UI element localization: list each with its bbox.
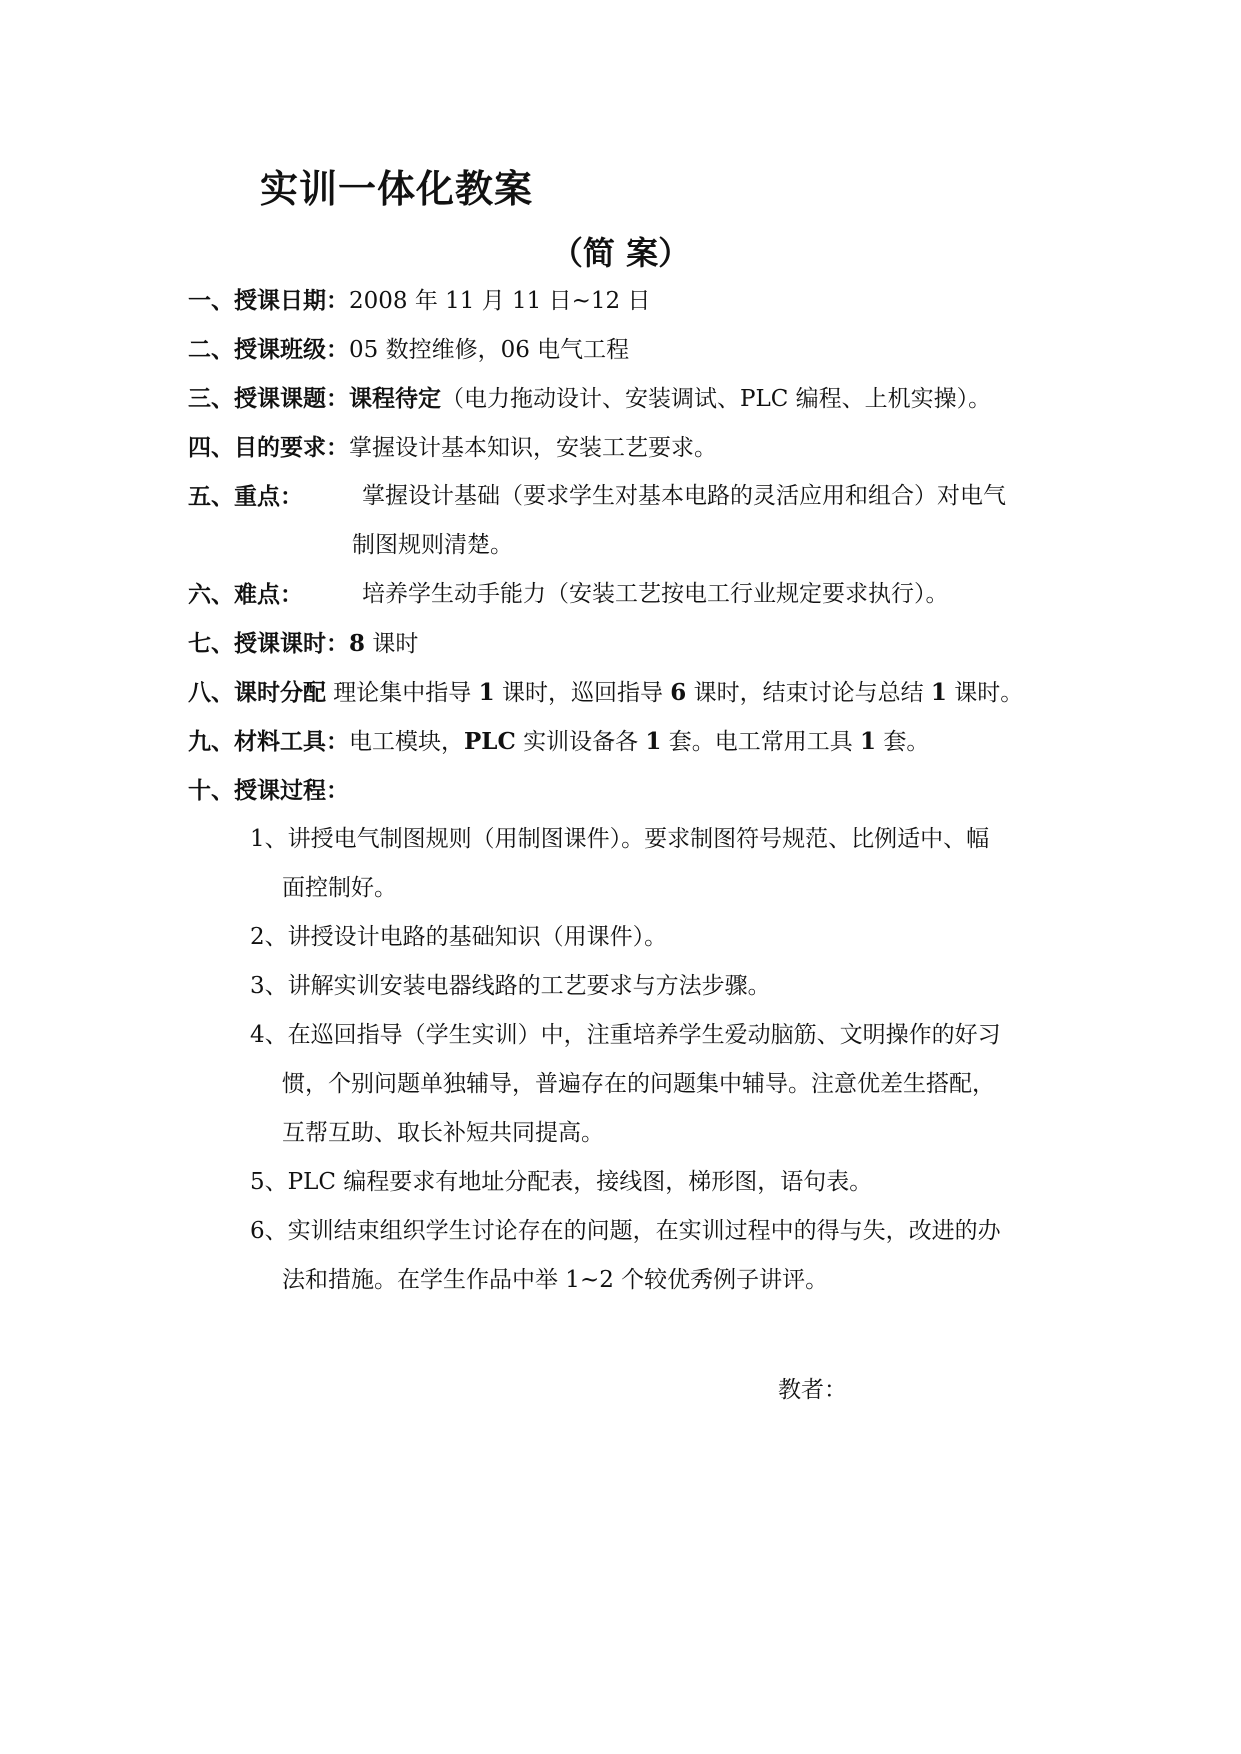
item-text: 掌握设计基本知识，安装工艺要求。 <box>349 435 717 461</box>
item-text: 实训设备各 <box>515 729 646 755</box>
process-step-5: 5、PLC 编程要求有地址分配表，接线图，梯形图，语句表。 <box>250 1169 873 1195</box>
item-text: （电力拖动设计、安装调试、PLC 编程、上机实操）。 <box>441 386 992 412</box>
item-difficulty-text: 培养学生动手能力（安装工艺按电工行业规定要求执行）。 <box>362 581 949 607</box>
item-label: 一、授课日期： <box>188 287 349 314</box>
item-topic <box>188 374 991 424</box>
item-objective <box>188 423 717 473</box>
item-key-points <box>188 472 303 522</box>
item-topic-bold: 课程待定 <box>349 385 441 412</box>
item-label: 七、授课课时： <box>188 630 349 657</box>
process-step-1-cont: 面控制好。 <box>282 875 397 901</box>
process-step-2: 2、讲授设计电路的基础知识（用课件）。 <box>250 924 668 950</box>
item-label: 九、材料工具： <box>188 728 349 755</box>
item-class <box>188 325 629 375</box>
item-label: 四、目的要求： <box>188 434 349 461</box>
item-text: 课时，结束讨论与总结 <box>686 680 931 706</box>
item-difficulty <box>188 570 303 620</box>
item-materials <box>188 717 929 767</box>
document-title: 实训一体化教案 <box>260 166 534 211</box>
process-step-4: 4、在巡回指导（学生实训）中，注重培养学生爱动脑筋、文明操作的好习 <box>250 1022 1001 1048</box>
item-text: 课时，巡回指导 <box>494 680 671 706</box>
item-number: 1 <box>478 679 495 706</box>
item-label: 五、重点： <box>188 483 303 510</box>
item-text: 理论集中指导 <box>326 680 479 706</box>
process-step-4-cont: 惯，个别问题单独辅导，普遍存在的问题集中辅导。注意优差生搭配， <box>282 1071 995 1097</box>
item-number: 1 <box>860 728 877 755</box>
item-text: 套。 <box>876 729 930 755</box>
item-hours <box>188 619 418 669</box>
item-text: 05 数控维修，06 电气工程 <box>349 337 630 363</box>
item-number: 1 <box>930 679 947 706</box>
item-hours-number: 8 <box>349 630 366 657</box>
document-subtitle: （简 案） <box>550 234 691 272</box>
item-hour-allocation <box>188 668 1023 718</box>
item-label: 三、授课课题： <box>188 385 349 412</box>
item-text: 课时 <box>365 631 419 657</box>
item-label: 六、难点： <box>188 581 303 608</box>
item-text: 套。电工常用工具 <box>661 729 861 755</box>
item-label: 十、授课过程： <box>188 777 349 804</box>
item-text: 电工模块， <box>349 729 464 755</box>
process-step-6-cont: 法和措施。在学生作品中举 1~2 个较优秀例子讲评。 <box>282 1267 829 1293</box>
item-teaching-date <box>188 276 650 326</box>
item-label: 二、授课班级： <box>188 336 349 363</box>
item-bold-text: PLC <box>464 728 516 755</box>
item-number: 6 <box>670 679 687 706</box>
item-number: 1 <box>645 728 662 755</box>
item-text: 2008 年 11 月 11 日~12 日 <box>349 288 651 314</box>
teacher-signature-label: 教者： <box>778 1377 847 1403</box>
item-key-points-text-cont: 制图规则清楚。 <box>352 532 513 558</box>
item-key-points-text: 掌握设计基础（要求学生对基本电路的灵活应用和组合）对电气 <box>362 483 1006 509</box>
item-label: 八、课时分配 <box>188 679 326 706</box>
process-step-4-cont-2: 互帮互助、取长补短共同提高。 <box>282 1120 604 1146</box>
item-text: 课时。 <box>946 680 1024 706</box>
item-process-heading <box>188 766 349 816</box>
process-step-1: 1、讲授电气制图规则（用制图课件）。要求制图符号规范、比例适中、幅 <box>250 826 990 852</box>
process-step-6: 6、实训结束组织学生讨论存在的问题，在实训过程中的得与失，改进的办 <box>250 1218 1001 1244</box>
process-step-3: 3、讲解实训安装电器线路的工艺要求与方法步骤。 <box>250 973 771 999</box>
